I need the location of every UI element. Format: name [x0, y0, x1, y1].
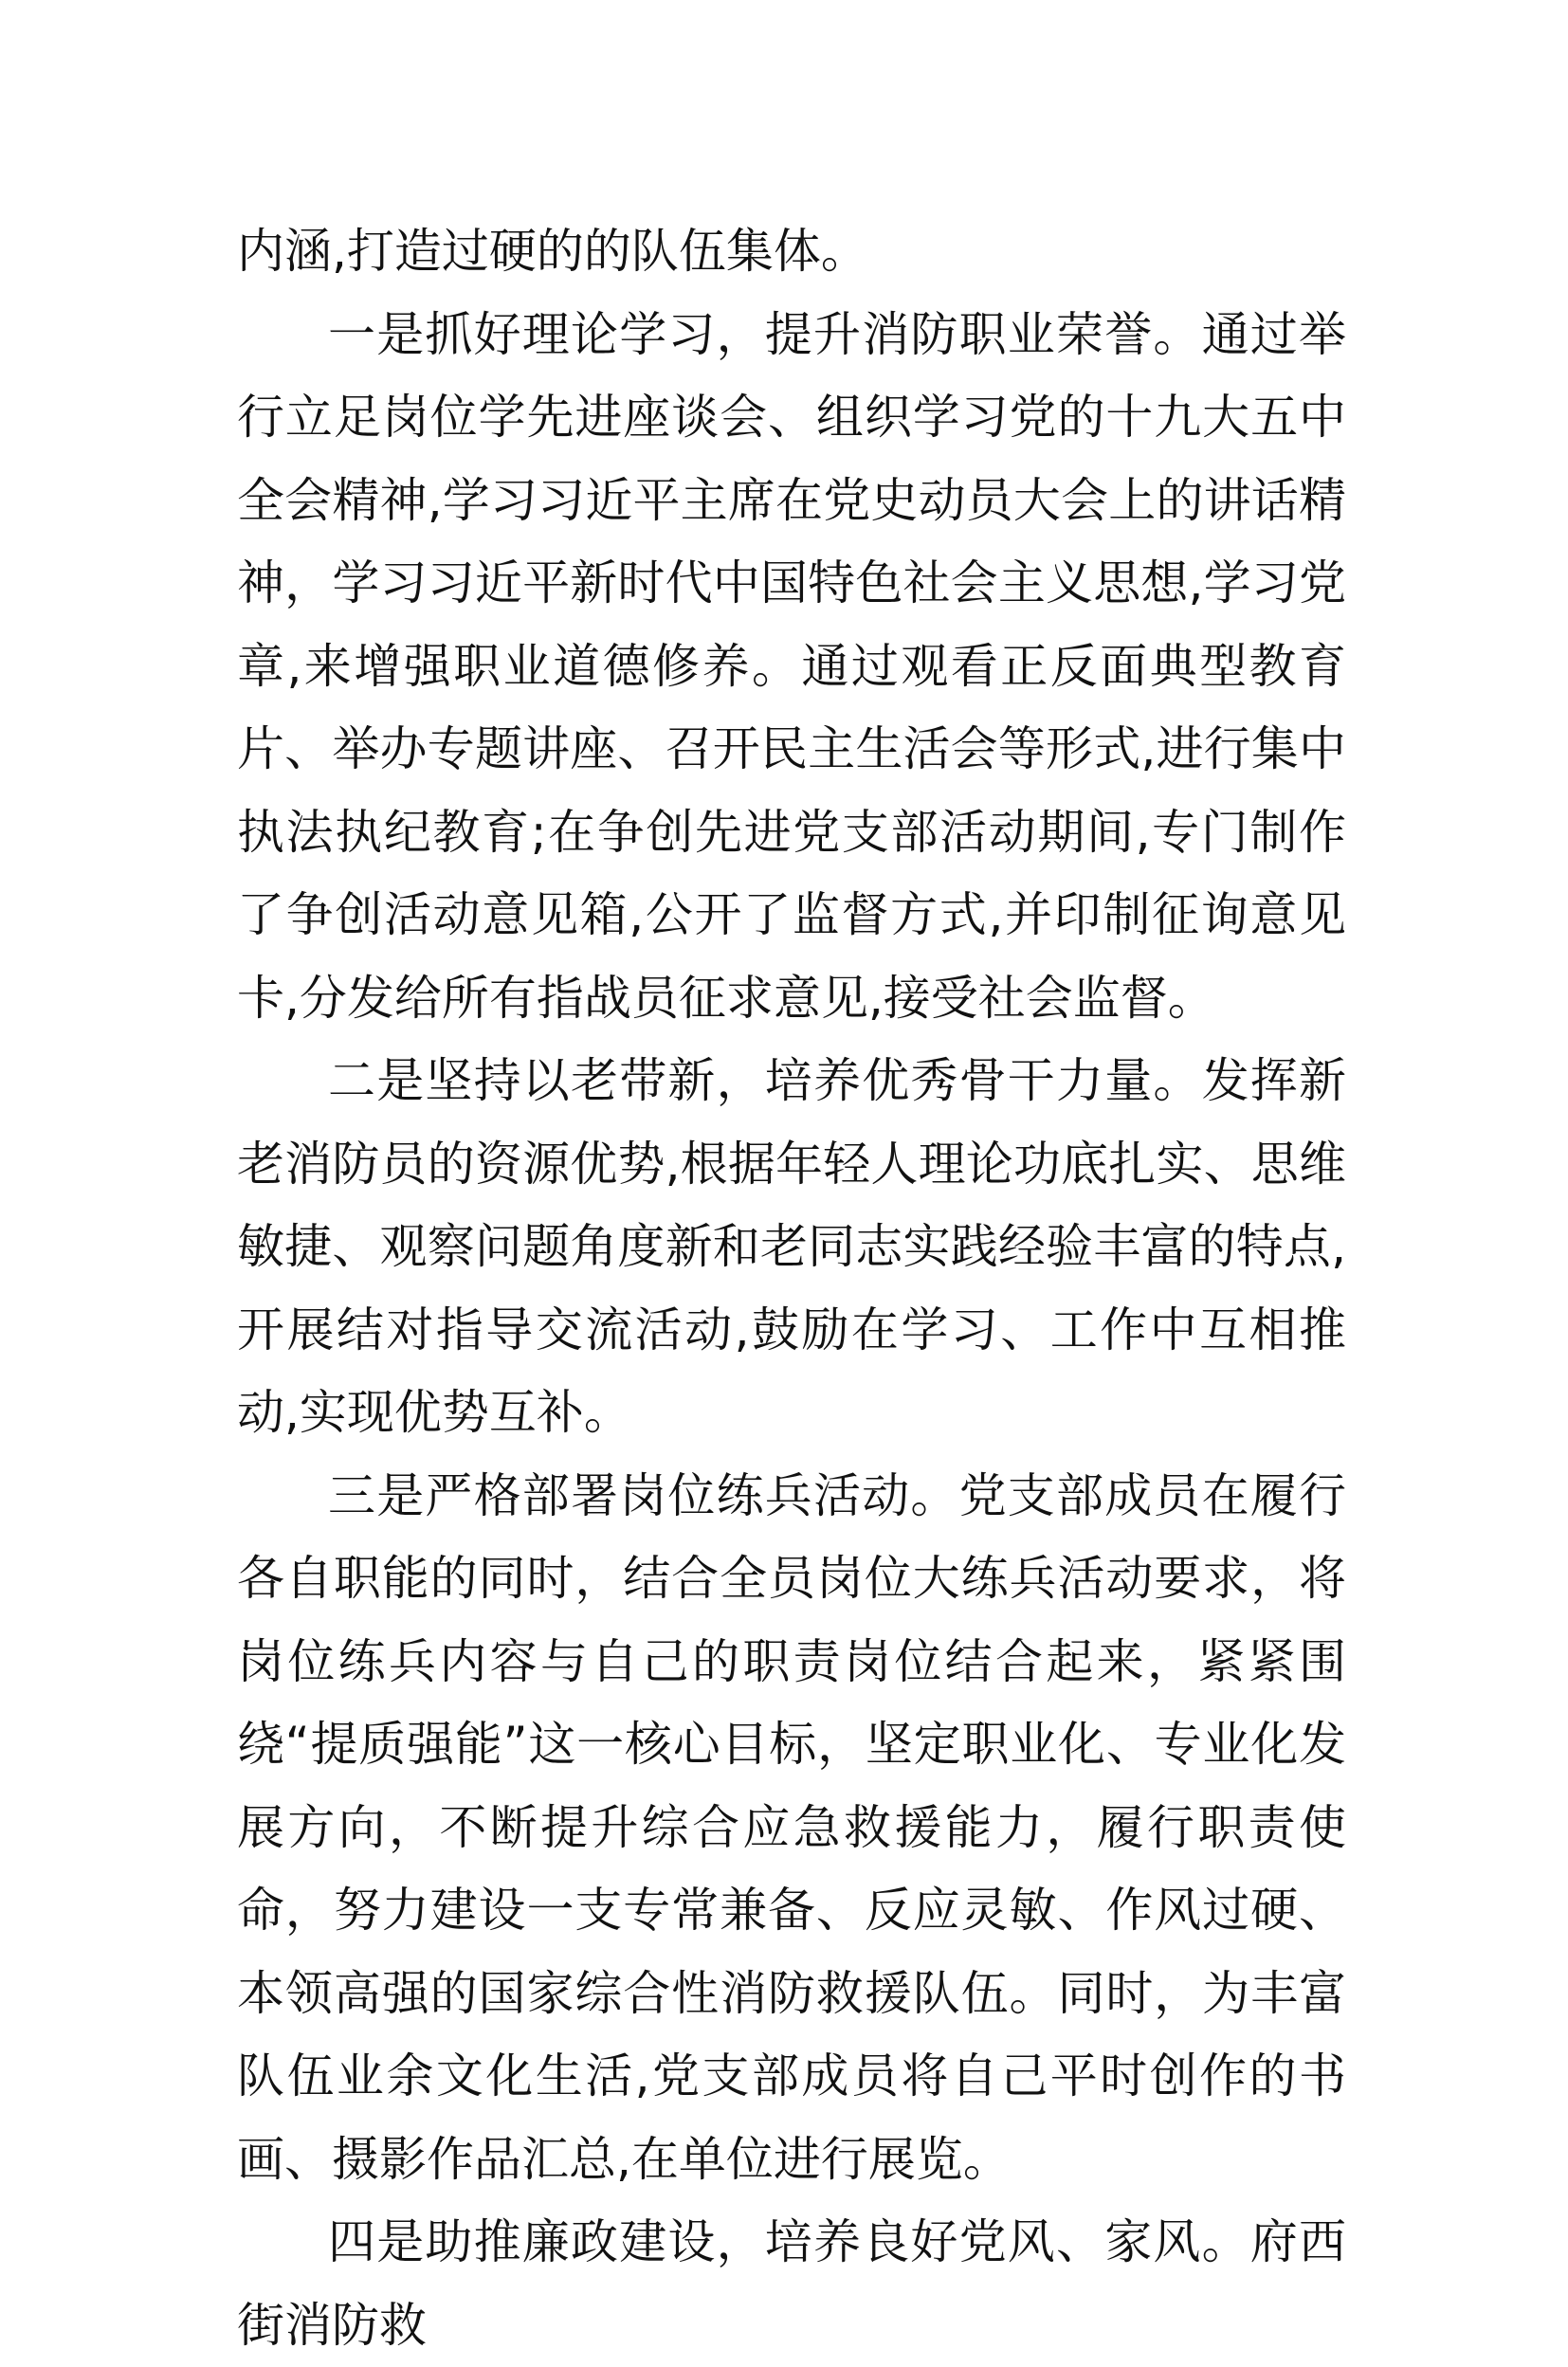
- paragraph-theory-study: 一是抓好理论学习，提升消防职业荣誉。通过举行立足岗位学先进座谈会、组织学习党的十九大五中全会精神,学习习近平主席在党史动员大会上的讲话精神，学习习近平新时代中国特色社会主义思想,学习党章,来增强职业道德修养。通过观看正反面典型教育片、举办专题讲座、召开民主生活会等形式,进行集中执法执纪教育;在争创先进党支部活动期间,专门制作了争创活动意见箱,公开了监督方式,并印制征询意见卡,分发给所有指战员征求意见,接受社会监督。: [237, 306, 1346, 1026]
- paragraph-intro-continuation: 内涵,打造过硬的的队伍集体。: [237, 224, 868, 279]
- document-page: [237, 210, 1346, 2367]
- paragraph-integrity-building: 四是助推廉政建设，培养良好党风、家风。府西街消防救: [237, 2214, 1346, 2353]
- paragraph-mentoring: 二是坚持以老带新，培养优秀骨干力量。发挥新老消防员的资源优势,根据年轻人理论功底扎实、思维敏捷、观察问题角度新和老同志实践经验丰富的特点,开展结对指导交流活动,鼓励在学习、工作中互相推动,实现优势互补。: [237, 1053, 1346, 1440]
- paragraph-job-training: 三是严格部署岗位练兵活动。党支部成员在履行各自职能的同时，结合全员岗位大练兵活动要求，将岗位练兵内容与自己的职责岗位结合起来，紧紧围绕“提质强能”这一核心目标，坚定职业化、专业化发展方向，不断提升综合应急救援能力，履行职责使命，努力建设一支专常兼备、反应灵敏、作风过硬、本领高强的国家综合性消防救援队伍。同时，为丰富队伍业余文化生活,党支部成员将自己平时创作的书画、摄影作品汇总,在单位进行展览。: [237, 1467, 1346, 2187]
